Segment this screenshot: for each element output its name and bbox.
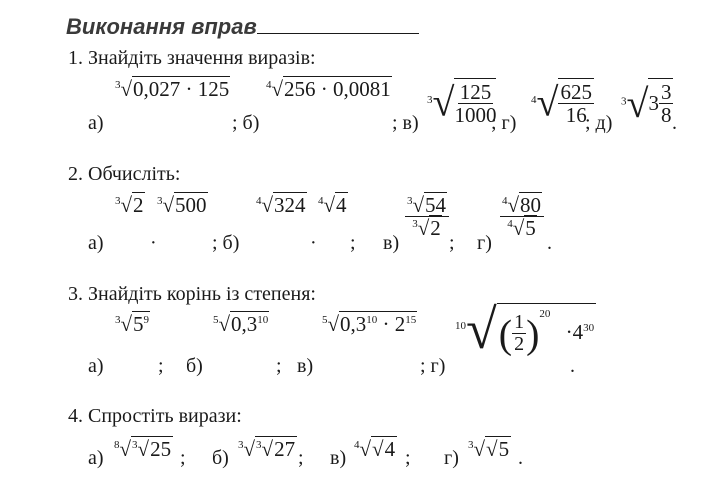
task1-label-g: ; г) <box>491 112 517 134</box>
task2-b-root1: $^4$√324 <box>256 193 306 217</box>
task4-title: 4. Спростіть вирази: <box>68 405 242 427</box>
task4-label-a: а) <box>88 447 104 469</box>
task4-label-g: г) <box>444 447 459 469</box>
task2-g-fraction: $\frac{^4√80}{^4√5}$ <box>500 194 544 239</box>
task4-v-radical: $^4$√√4 <box>354 437 396 461</box>
task3-label-a: а) <box>88 355 104 377</box>
task4-label-b: б) <box>212 447 229 469</box>
heading-underline <box>257 15 419 34</box>
task4-sep-v: ; <box>405 447 411 469</box>
task4-sep-b: ; <box>298 447 304 469</box>
task3-v-radical: $^5√0,3^{10} \cdot 2^{15}$ <box>322 312 417 336</box>
task2-title: 2. Обчисліть: <box>68 163 181 185</box>
task2-label-g: г) <box>477 232 492 254</box>
task1-label-v: ; в) <box>392 112 419 134</box>
task3-sep-a: ; <box>158 355 164 377</box>
task2-a-root1: $^3$√2 <box>115 193 144 217</box>
task3-g-radical: $^{10}$√( $\frac{1}{2}$ )$^{20} \cdot 4^{30}$ <box>455 299 595 361</box>
task3-end: . <box>570 355 575 377</box>
task1-a-radical: $^3$√0,027 · 125 <box>115 77 230 101</box>
task3-a-radical: $^3√5^9$ <box>115 312 150 336</box>
task3-label-g: ; г) <box>420 355 446 377</box>
task1-v-radical: $^3$√ $\frac{125}{1000}$ <box>427 79 497 128</box>
task4-g-radical: $^3$√√5 <box>468 437 510 461</box>
task4-sep-a: ; <box>180 447 186 469</box>
task1-label-b: ; б) <box>232 112 260 134</box>
task3-b-radical: $^5√0,3^{10}$ <box>213 312 269 336</box>
task1-end: . <box>672 112 677 134</box>
task3-sep-b: ; <box>276 355 282 377</box>
task2-v-fraction: $\frac{^3√54}{^3√2}$ <box>405 194 449 239</box>
task2-sep-b: ; <box>350 232 356 254</box>
task4-end: . <box>518 447 523 469</box>
task1-d-radical: $^3$√3 $\frac{3}{8}$ <box>621 80 672 128</box>
task2-dot-a: · <box>150 232 157 254</box>
task4-a-radical: $^8$√$^3$√25 <box>114 437 172 461</box>
task3-label-v: в) <box>297 355 314 377</box>
task1-label-d: ; д) <box>585 112 613 134</box>
task2-label-v: в) <box>383 232 400 254</box>
task2-end: . <box>547 232 552 254</box>
task2-b-root2: $^4$√4 <box>318 193 347 217</box>
task1-g-radical: $^4$√ $\frac{625}{16}$ <box>531 79 592 128</box>
task4-b-radical: $^3$√$^3$√27 <box>238 437 296 461</box>
task2-a-root2: $^3$√500 <box>157 193 207 217</box>
task3-label-b: б) <box>186 355 203 377</box>
task2-sep-v: ; <box>449 232 455 254</box>
task4-label-v: в) <box>330 447 347 469</box>
task1-b-radical: $^4$√256 · 0,0081 <box>266 77 391 101</box>
task3-title: 3. Знайдіть корінь із степеня: <box>68 283 316 305</box>
task1-title: 1. Знайдіть значення виразів: <box>68 47 316 69</box>
heading: Виконання вправ <box>66 14 419 40</box>
task1-label-a: а) <box>88 112 104 134</box>
task2-label-a: а) <box>88 232 104 254</box>
task2-dot-b: · <box>310 232 317 254</box>
task2-label-b: ; б) <box>212 232 240 254</box>
